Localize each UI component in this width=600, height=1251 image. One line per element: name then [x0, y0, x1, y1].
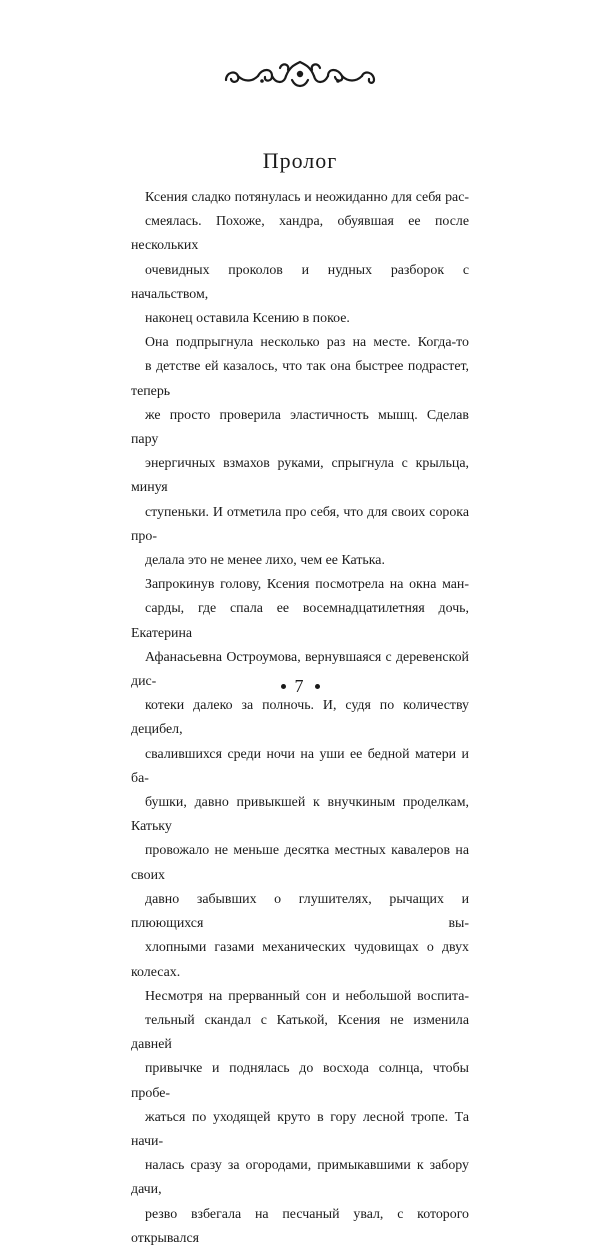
- text-line: Запрокинув голову, Ксения посмотрела на окна ман-: [145, 577, 469, 593]
- text-line: смеялась. Похоже, хандра, обуявшая ее после нескольких: [131, 214, 469, 254]
- text-line: ступеньки. И отметила про себя, что для своих сорока про-: [131, 504, 469, 544]
- text-line: свалившихся среди ночи на уши ее бедной матери и ба-: [131, 746, 469, 786]
- text-line: жаться по уходящей круто в гору лесной тропе. Та начи-: [131, 1109, 469, 1149]
- bullet-icon: [281, 684, 286, 689]
- paragraph: [131, 186, 469, 331]
- page-number-footer: [0, 676, 600, 697]
- text-line: тельный скандал с Катькой, Ксения не изменила давней: [131, 1012, 469, 1053]
- text-line: бушки, давно привыкшей к внучкиным проделкам, Катьку: [131, 795, 469, 835]
- text-line: Несмотря на прерванный сон и небольшой воспита-: [145, 988, 469, 1004]
- text-line: провожало не меньше десятка местных кавалеров на своих: [131, 843, 469, 883]
- decorative-flourish-icon: [222, 58, 378, 94]
- text-line: сарды, где спала ее восемнадцатилетняя дочь, Екатерина: [131, 601, 469, 641]
- page-number: 7: [294, 676, 306, 696]
- body-text: [131, 186, 469, 1251]
- text-line: Она подпрыгнула несколько раз на месте. Когда-то: [145, 335, 469, 351]
- text-line: привычке и поднялась до восхода солнца, чтобы пробе-: [131, 1061, 469, 1101]
- text-line: резво взбегала на песчаный увал, с которого открывался: [131, 1206, 469, 1246]
- text-line: делала это не менее лихо, чем ее Катька.: [145, 553, 385, 569]
- text-line: энергичных взмахов руками, спрыгнула с крыльца, минуя: [131, 456, 469, 496]
- text-line: хлопными газами механических чудовищах о двух колесах.: [131, 940, 469, 980]
- text-line: котеки далеко за полночь. И, судя по количеству децибел,: [131, 698, 469, 738]
- text-line: давно забывших о глушителях, рычащих и плюющихся вы-: [131, 891, 469, 932]
- chapter-title: Пролог: [262, 148, 338, 173]
- paragraph: [131, 331, 469, 573]
- text-line: Ксения сладко потянулась и неожиданно для себя рас-: [145, 190, 469, 205]
- bullet-icon: [315, 684, 320, 689]
- text-line: же просто проверила эластичность мышц. Сделав пару: [131, 407, 469, 448]
- text-line: наконец оставила Ксению в покое.: [145, 311, 350, 327]
- text-line: очевидных проколов и нудных разборок с начальством,: [131, 262, 469, 302]
- paragraph: [131, 573, 469, 984]
- paragraph: [131, 985, 469, 1251]
- text-line: налась сразу за огородами, примыкавшими к забору дачи,: [131, 1158, 469, 1198]
- text-line: Афанасьевна Остроумова, вернувшаяся с деревенской дис-: [131, 649, 469, 690]
- text-line: в детстве ей казалось, что так она быстрее подрастет, теперь: [131, 359, 469, 399]
